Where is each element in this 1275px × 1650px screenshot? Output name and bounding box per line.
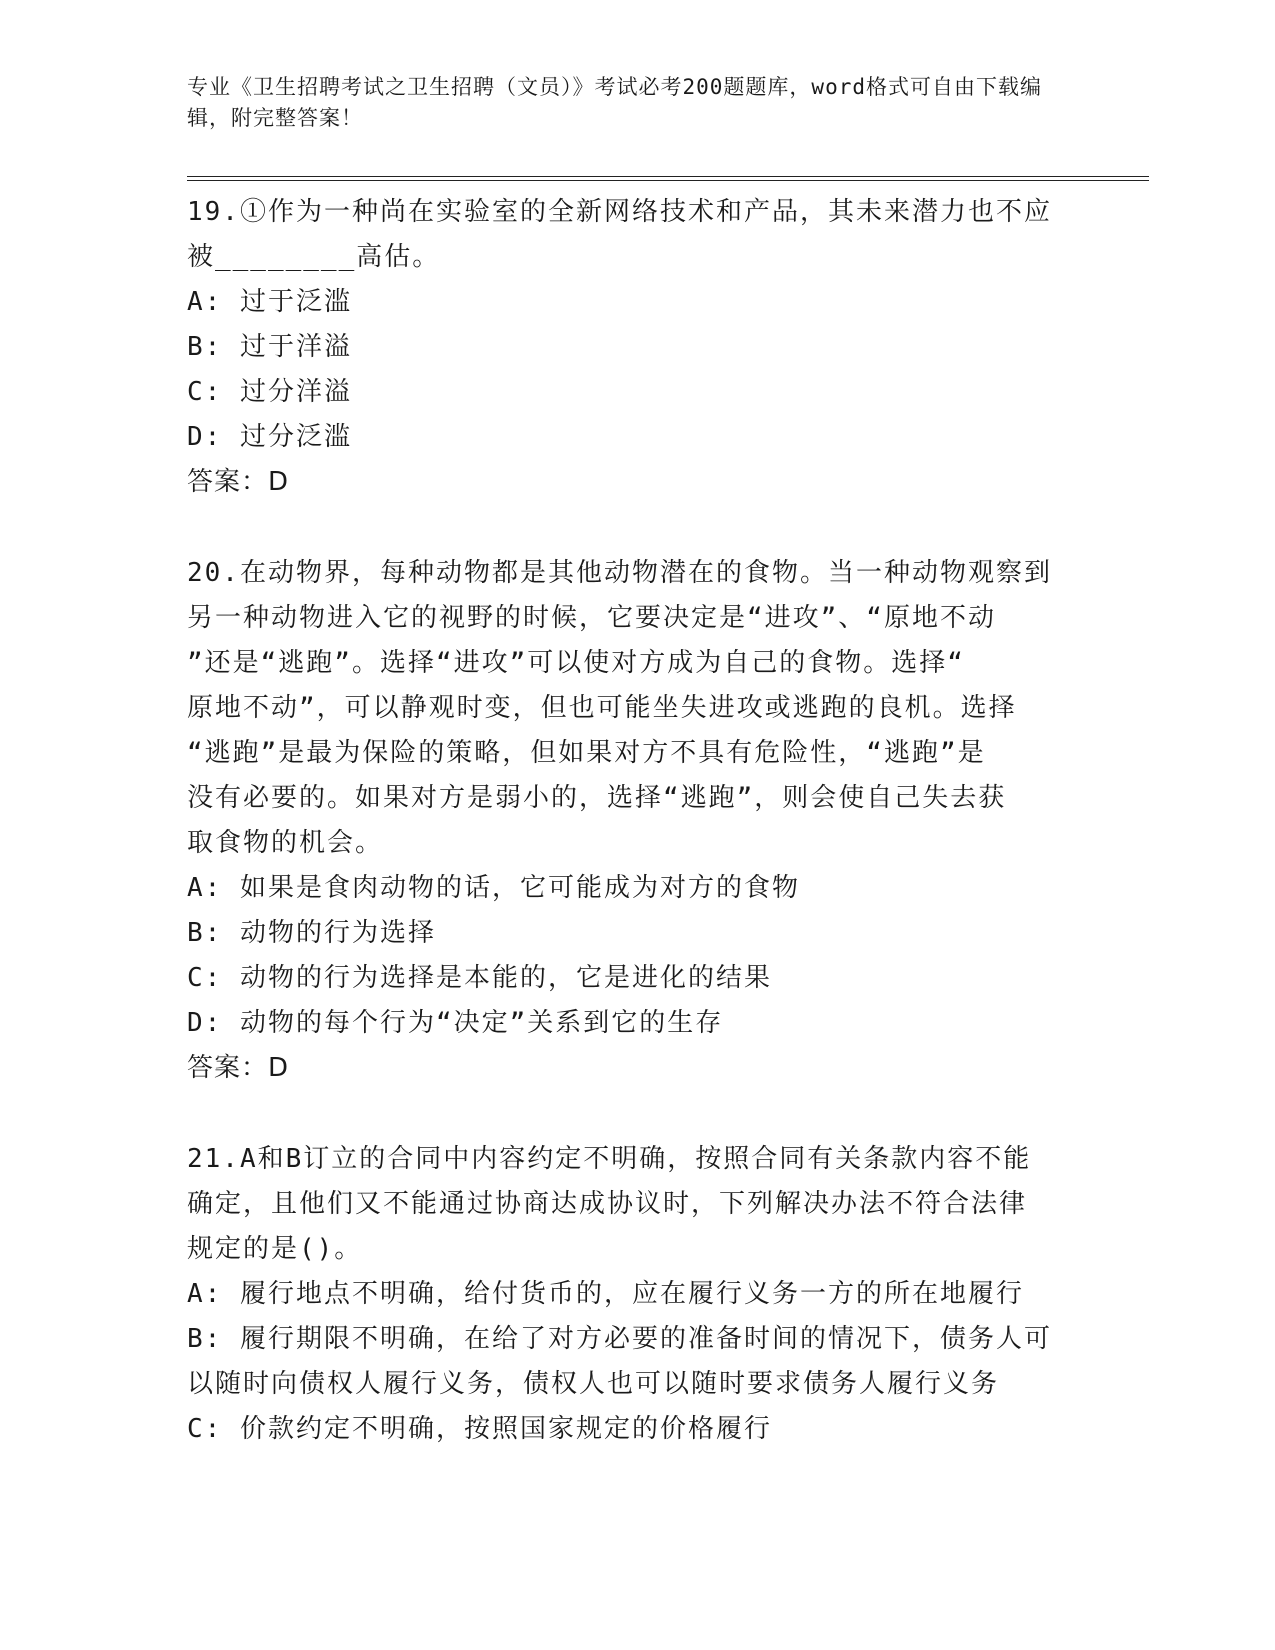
- question-21: [187, 1137, 1087, 1452]
- option-b: B: 动物的行为选择: [187, 918, 436, 948]
- question-stem: 20.在动物界，每种动物都是其他动物潜在的食物。当一种动物观察到: [187, 558, 1052, 588]
- question-stem: 21.A和B订立的合同中内容约定不明确，按照合同有关条款内容不能: [187, 1144, 1032, 1174]
- question-stem: 规定的是()。: [187, 1234, 363, 1264]
- question-stem: 原地不动”，可以静观时变，但也可能坐失进攻或逃跑的良机。选择: [187, 693, 1017, 723]
- question-stem: ”还是“逃跑”。选择“进攻”可以使对方成为自己的食物。选择“: [187, 648, 965, 678]
- option-d: D: 过分泛滥: [187, 422, 352, 452]
- question-stem: 没有必要的。如果对方是弱小的，选择“逃跑”，则会使自己失去获: [187, 783, 1007, 813]
- option-d: D: 动物的每个行为“决定”关系到它的生存: [187, 1008, 724, 1038]
- question-stem: 被________高估。: [187, 242, 441, 272]
- option-c: C: 动物的行为选择是本能的，它是进化的结果: [187, 963, 772, 993]
- question-stem: 取食物的机会。: [187, 828, 384, 858]
- question-list: [187, 190, 1087, 1452]
- question-19: [187, 190, 1087, 505]
- question-stem: 确定，且他们又不能通过协商达成协议时，下列解决办法不符合法律: [187, 1189, 1028, 1219]
- answer-line: 答案：D: [187, 467, 290, 497]
- header-divider: [187, 176, 1149, 181]
- question-stem: 19.①作为一种尚在实验室的全新网络技术和产品，其未来潜力也不应: [187, 197, 1052, 227]
- question-stem: 另一种动物进入它的视野的时候，它要决定是“进攻”、“原地不动: [187, 603, 996, 633]
- option-a: A: 如果是食肉动物的话，它可能成为对方的食物: [187, 873, 800, 903]
- question-stem: “逃跑”是最为保险的策略，但如果对方不具有危险性，“逃跑”是: [187, 738, 986, 768]
- option-b: B: 履行期限不明确，在给了对方必要的准备时间的情况下，债务人可: [187, 1324, 1052, 1354]
- document-intro: 专业《卫生招聘考试之卫生招聘（文员）》考试必考200题题库，word格式可自由下载编辑，附完整答案！: [187, 75, 1042, 130]
- option-b-continued: 以随时向债权人履行义务，债权人也可以随时要求债务人履行义务: [187, 1369, 1000, 1399]
- option-c: C: 价款约定不明确，按照国家规定的价格履行: [187, 1414, 772, 1444]
- option-c: C: 过分洋溢: [187, 377, 352, 407]
- question-20: [187, 551, 1087, 1091]
- option-b: B: 过于洋溢: [187, 332, 352, 362]
- option-a: A: 履行地点不明确，给付货币的，应在履行义务一方的所在地履行: [187, 1279, 1024, 1309]
- option-a: A: 过于泛滥: [187, 287, 352, 317]
- answer-line: 答案：D: [187, 1053, 290, 1083]
